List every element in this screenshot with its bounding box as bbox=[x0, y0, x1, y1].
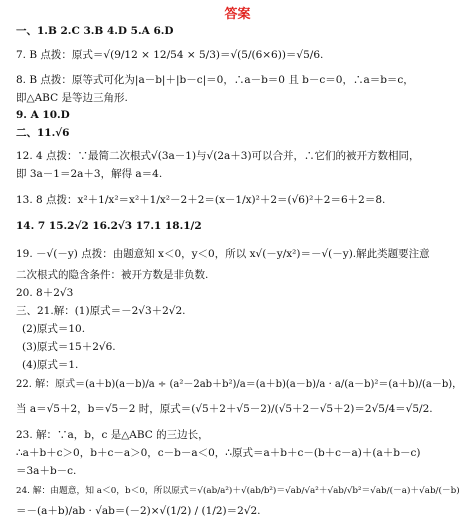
answer-24-cont: ＝－(a＋b)/ab · √ab＝(－2)×√(1/2) / (1/2)＝2√2. bbox=[16, 505, 261, 517]
answer-21-3: (3)原式＝15＋2√6. bbox=[22, 341, 116, 353]
answer-23-cont: ∴a＋b＋c＞0，b＋c－a＞0，c－b－a＜0，∴原式＝a＋b＋c－(b＋c－a)＋(a＋b－c) bbox=[16, 447, 421, 459]
answer-22-cont: 当 a＝√5＋2，b＝√5－2 时，原式＝(√5＋2＋√5－2)/(√5＋2－√5＋2)＝2√5/4＝√5/2. bbox=[16, 403, 433, 415]
answer-8-cont: 即△ABC 是等边三角形. bbox=[16, 92, 128, 104]
answer-19-cont: 二次根式的隐含条件：被开方数是非负数. bbox=[16, 269, 209, 281]
answer-19: 19. －√(－y) 点拨：由题意知 x＜0，y＜0，所以 x√(－y/x²)＝－√(－y).解此类题要注意 bbox=[16, 248, 430, 260]
answer-9-10: 9. A 10.D bbox=[16, 109, 70, 121]
answer-13: 13. 8 点拨：x²＋1/x²＝x²＋1/x²－2＋2＝(x－1/x)²＋2＝(√6)²＋2＝6＋2＝8. bbox=[16, 194, 386, 206]
answer-23-end: ＝3a＋b－c. bbox=[16, 465, 77, 477]
answer-11: 二、11.√6 bbox=[16, 127, 70, 139]
answer-21: 三、21.解：(1)原式＝－2√3＋2√2. bbox=[16, 305, 186, 317]
answer-22: 22. 解：原式＝(a＋b)(a－b)/a ÷ (a²－2ab＋b²)/a＝(a＋b)(a－b)/a · a/(a－b)²＝(a＋b)/(a－b)， bbox=[16, 379, 463, 390]
answer-14-18: 14. 7 15.2√2 16.2√3 17.1 18.1/2 bbox=[16, 220, 202, 232]
answer-7: 7. B 点拨：原式＝√(9/12 × 12/54 × 5/3)＝√(5/(6×6))＝√5/6. bbox=[16, 49, 324, 61]
answer-8: 8. B 点拨：原等式可化为|a－b|＋|b－c|＝0，∴a－b＝0 且 b－c＝0，∴a＝b＝c， bbox=[16, 74, 414, 86]
answer-20: 20. 8＋2√3 bbox=[16, 287, 74, 299]
answer-23: 23. 解：∵a，b，c 是△ABC 的三边长， bbox=[16, 429, 209, 441]
answer-21-2: (2)原式＝10. bbox=[22, 323, 86, 335]
answer-12-cont: 即 3a－1＝2a＋3，解得 a＝4. bbox=[16, 168, 163, 180]
answer-24: 24. 解：由题意，知 a＜0，b＜0，所以原式＝√(ab/a²)＋√(ab/b²)＝√ab/√a²＋√ab/√b²＝√ab/(－a)＋√ab/(－b) bbox=[16, 486, 460, 496]
section-1-answers: 一、1.B 2.C 3.B 4.D 5.A 6.D bbox=[16, 25, 174, 37]
answer-21-4: (4)原式＝1. bbox=[22, 359, 79, 371]
page-title: 答案 bbox=[224, 7, 251, 22]
answer-12: 12. 4 点拨：∵最简二次根式√(3a－1)与√(2a＋3)可以合并，∴它们的被开方数相同， bbox=[16, 150, 420, 162]
